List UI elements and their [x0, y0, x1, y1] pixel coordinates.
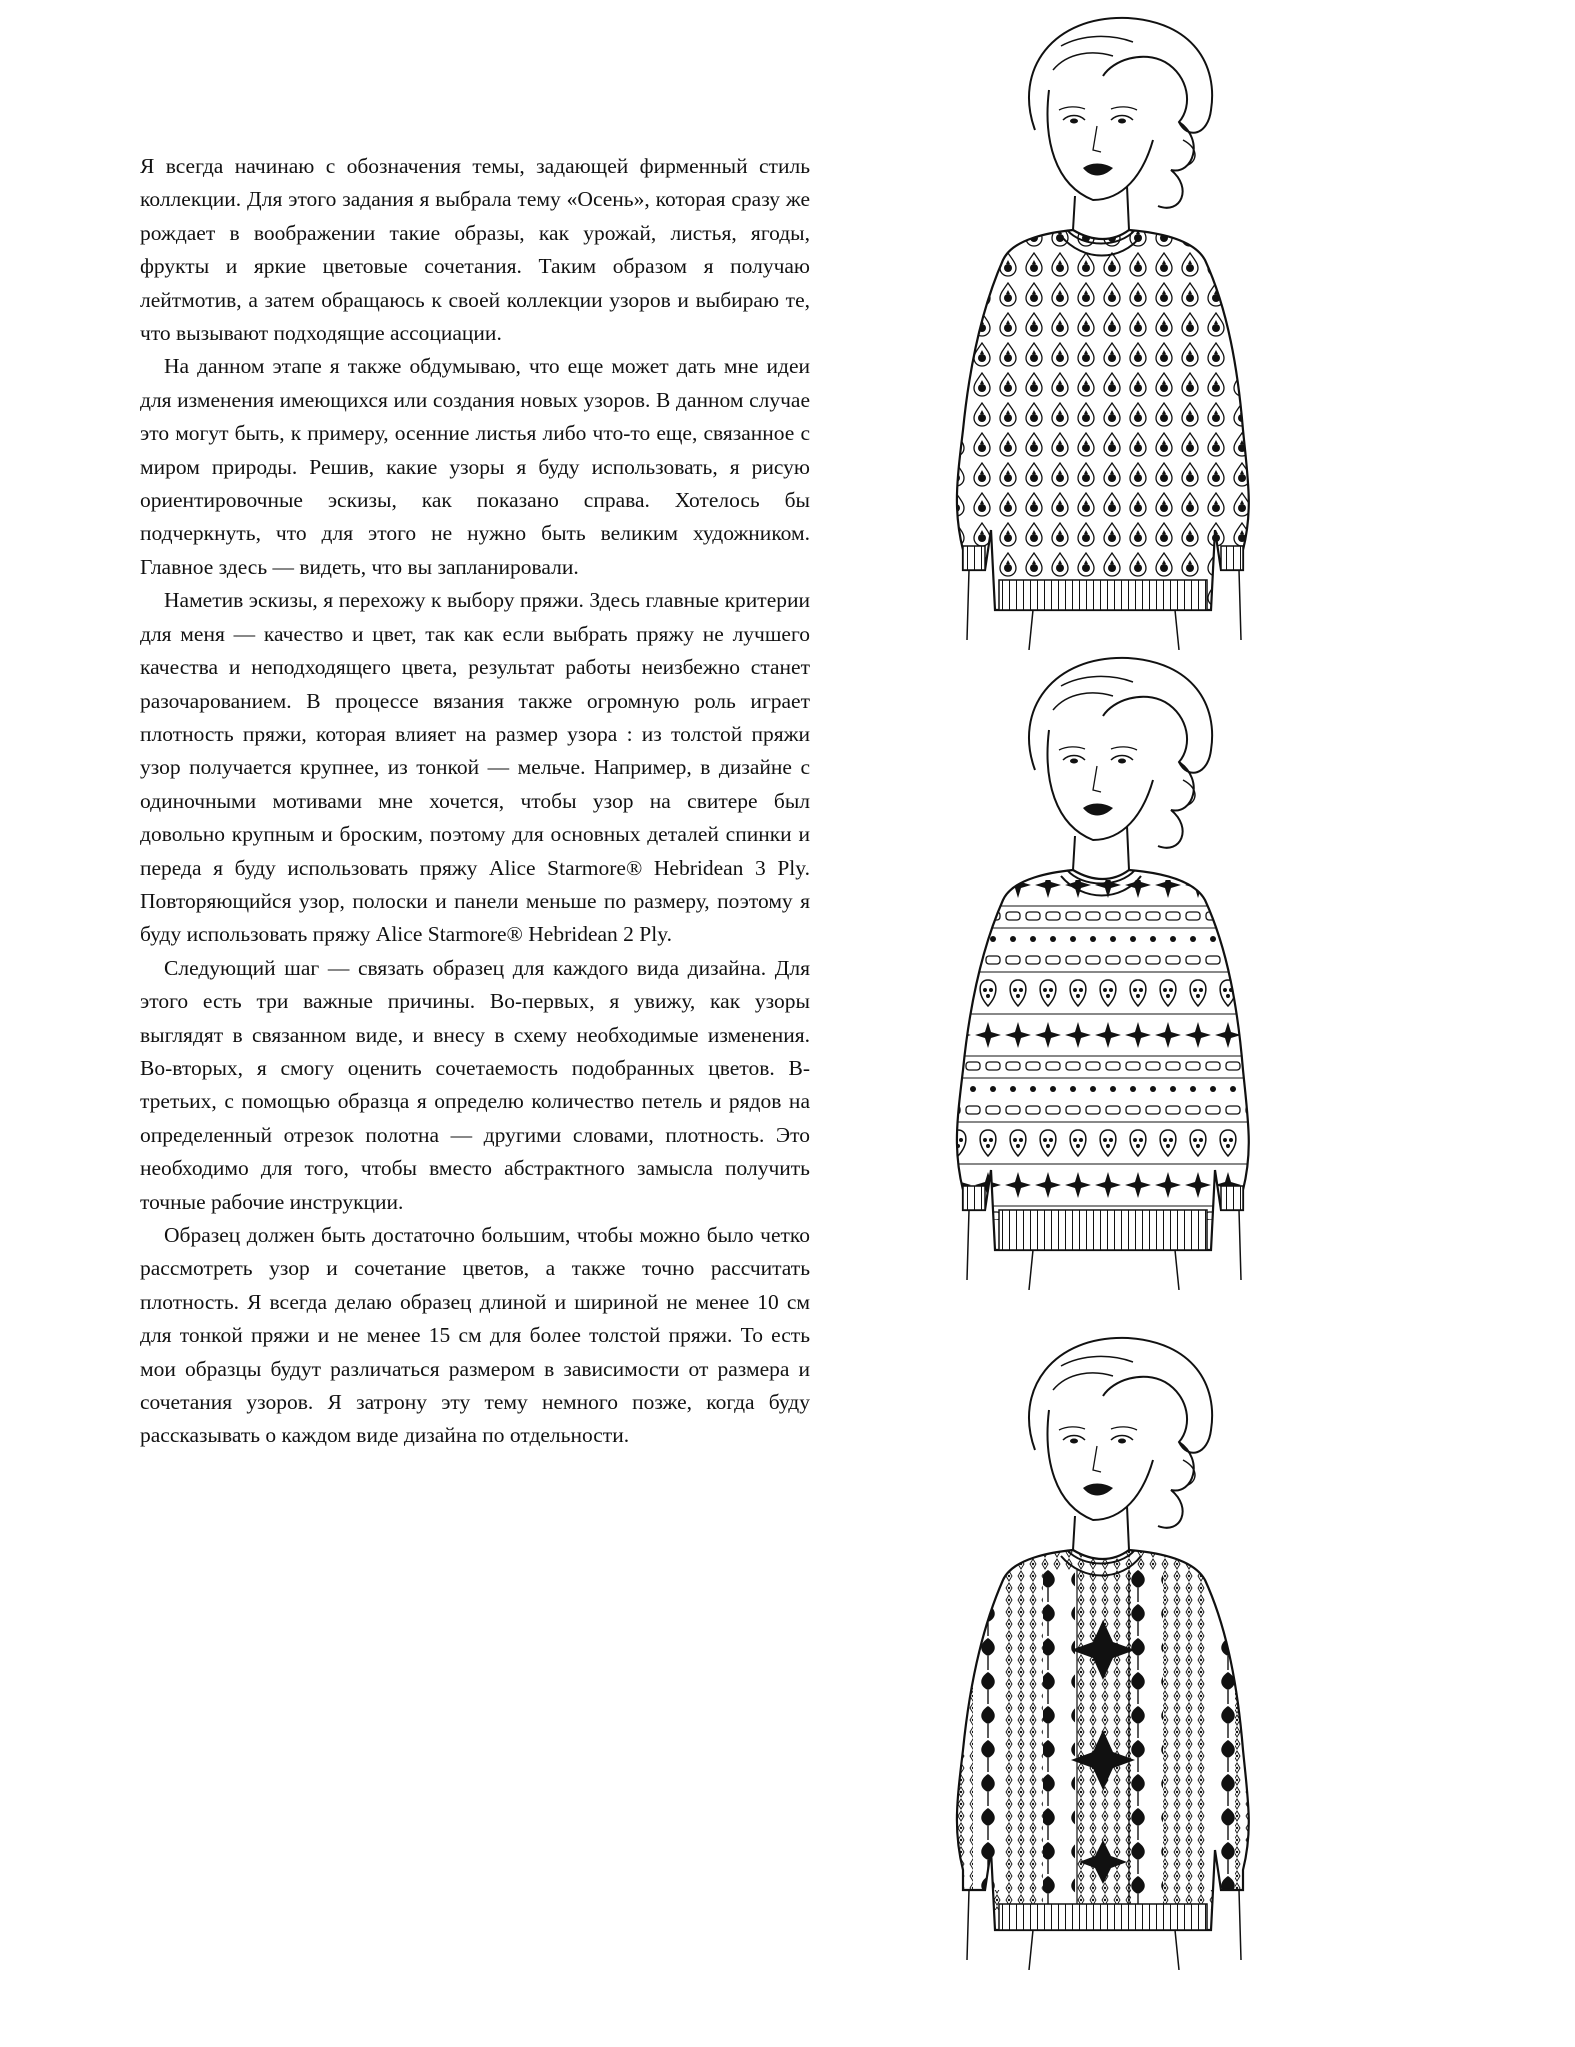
paragraph-3: Наметив эскизы, я перехожу к выбору пряжи. Здесь главные критерии для меня — качество и цвет, так как если выбрать пряжу не лучшего качества и неподходящего цвета, результат работы неизбежно станет разочарованием. В процессе вязания также огромную роль играет плотность пряжи, которая влияет на размер узора : из толстой пряжи узор получается крупнее, из тонкой — мельче. Например, в дизайне с одиночными мотивами мне хочется, чтобы узор на свитере был довольно крупным и броским, поэтому для основных деталей спинки и переда я буду использовать пряжу Alice Starmore® Hebridean 3 Ply. Повторяющийся узор, полоски и панели меньше по размеру, поэтому я буду использовать пряжу Alice Starmore® Hebridean 2 Ply. — [140, 588, 810, 947]
sweater-illustration-1 — [888, 10, 1328, 650]
sweater-allover-motif-sketch-icon — [888, 10, 1328, 650]
paragraph-5: Образец должен быть достаточно большим, чтобы можно было четко рассмотреть узор и сочетание цветов, а также точно рассчитать плотность. Я всегда делаю образец длиной и шириной не менее 10 см для тонкой пряжи и не менее 15 см для более толстой пряжи. То есть мои образцы будут различаться размером в зависимости от размера и сочетания узоров. Я затрону эту тему немного позже, когда буду рассказывать о каждом виде дизайна по отдельности. — [140, 1223, 810, 1448]
sweater-illustration-3 — [888, 1330, 1328, 1970]
paragraph-4: Следующий шаг — связать образец для каждого вида дизайна. Для этого есть три важные причины. Во-первых, я увижу, как узоры выглядят в связанном виде, и внесу в схему необходимые изменения. Во-вторых, я смогу оценить сочетаемость подобранных цветов. В-третьих, с помощью образца я определю количество петель и рядов на определенный отрезок полотна — другими словами, плотность. Это необходимо для того, чтобы вместо абстрактного замысла получить точные рабочие инструкции. — [140, 955, 810, 1214]
sweater-illustration-2 — [888, 650, 1328, 1290]
paragraph-1: Я всегда начинаю с обозначения темы, задающей фирменный стиль коллекции. Для этого задания я выбрала тему «Осень», которая сразу же рождает в воображении такие образы, как урожай, листья, ягоды, фрукты и яркие цветовые сочетания. Таким образом я получаю лейтмотив, а затем обращаюсь к своей коллекции узоров и выбираю те, что вызывают подходящие ассоциации. — [140, 154, 810, 346]
body-text — [140, 150, 810, 1453]
sweater-fairisle-bands-sketch-icon — [888, 650, 1328, 1290]
sweater-panels-sketch-icon — [888, 1330, 1328, 1970]
paragraph-2: На данном этапе я также обдумываю, что еще может дать мне идеи для изменения имеющихся или создания новых узоров. В данном случае это могут быть, к примеру, осенние листья либо что-то еще, связанное с миром природы. Решив, какие узоры я буду использовать, я рисую ориентировочные эскизы, как показано справа. Хотелось бы подчеркнуть, что для этого не нужно быть великим художником. Главное здесь — видеть, что вы запланировали. — [140, 354, 810, 579]
